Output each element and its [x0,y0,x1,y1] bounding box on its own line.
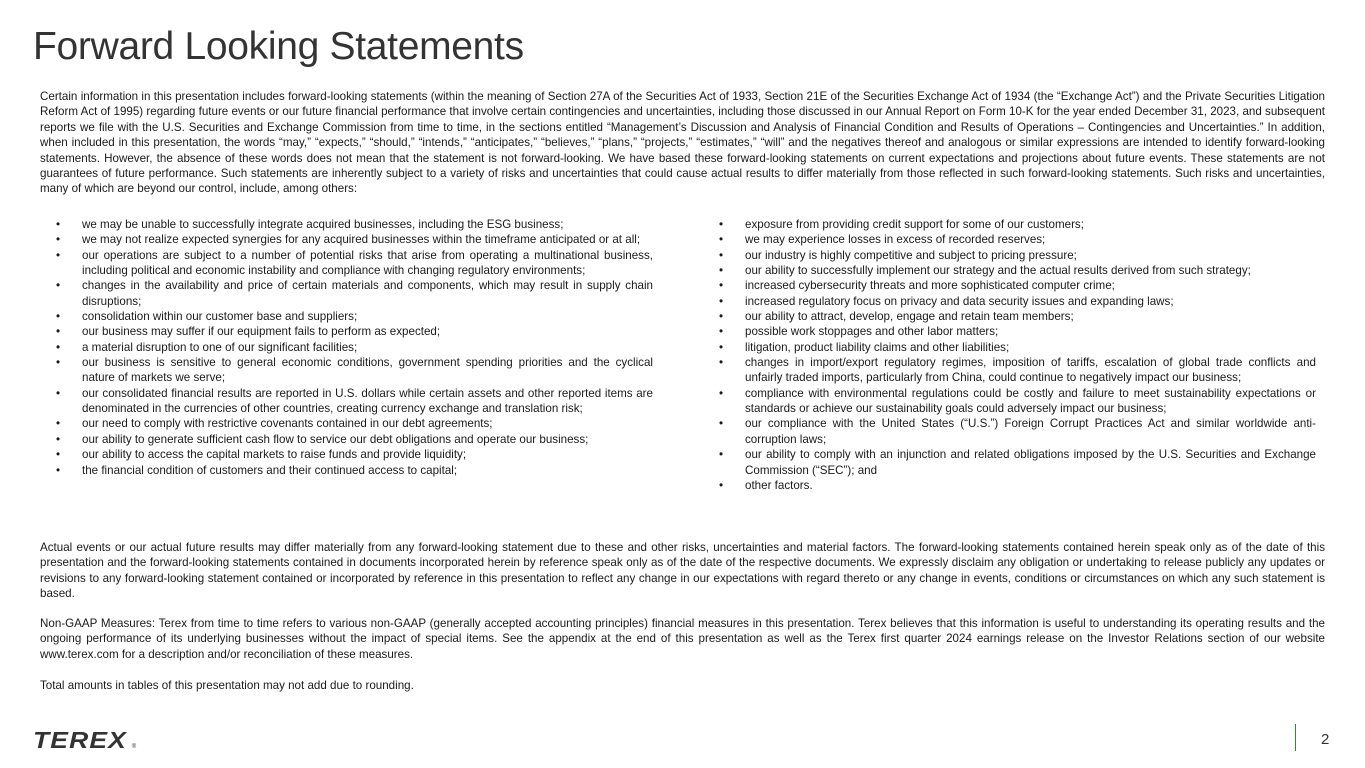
intro-paragraph: Certain information in this presentation includes forward-looking statements (within the meaning of Section 27A of the Securities Act of 1933, Section 21E of the Securities Exchange Act of 1934 (the “Exchange Act”) and the Private Securities Litigation Reform Act of 1995) regarding future events or our future financial performance that involve certain contingencies and uncertainties, including those discussed in our Annual Report on Form 10-K for the year ended December 31, 2023, and subsequent reports we file with the U.S. Securities and Exchange Commission from time to time, in the sections entitled “Management’s Discussion and Analysis of Financial Condition and Results of Operations – Contingencies and Uncertainties.” In addition, when included in this presentation, the words “may,” “expects,” “should,” “intends,” “anticipates,” “believes,” “plans,” “projects,” “estimates,” “will” and the negatives thereof and analogous or similar expressions are intended to identify forward-looking statements. However, the absence of these words does not mean that the statement is not forward-looking. We have based these forward-looking statements on current expectations and projections about future events. These statements are not guarantees of future performance. Such statements are inherently subject to a variety of risks and uncertainties that could cause actual results to differ materially from those reflected in such forward-looking statements. Such risks and uncertainties, many of which are beyond our control, include, among others: [40,90,1325,196]
list-item: • increased regulatory focus on privacy and data security issues and expanding laws; [719,294,1316,309]
actual-events-paragraph: Actual events or our actual future results may differ materially from any forward-looking statement due to these and other risks, uncertainties and material factors. The forward-looking statements contained herein speak only as of the date of this presentation and the forward-looking statements contained in documents incorporated herein by reference speak only as of the date of the respective documents. We expressly disclaim any obligation or undertaking to release publicly any updates or revisions to any forward-looking statement contained or incorporated by reference in this presentation to reflect any change in our expectations with regard thereto or any change in events, conditions or circumstances on which any such statement is based. [40,541,1325,601]
page-number: 2 [1321,731,1330,748]
list-item: • changes in import/export regulatory regimes, imposition of tariffs, escalation of global trade conflicts and unfairly traded imports, particularly from China, could continue to negatively impact our business; [719,355,1316,386]
list-item: • our business is sensitive to general economic conditions, government spending priorities and the cyclical nature of markets we serve; [56,355,653,386]
list-item: • our consolidated financial results are reported in U.S. dollars while certain assets and other reported items are denominated in the currencies of other countries, creating currency exchange and translation risk; [56,386,653,417]
list-item: • our ability to successfully implement our strategy and the actual results derived from such strategy; [719,263,1316,278]
list-item: • changes in the availability and price of certain materials and components, which may result in supply chain disruptions; [56,278,653,309]
list-item: • we may be unable to successfully integrate acquired businesses, including the ESG business; [56,217,653,232]
list-item: • increased cybersecurity threats and more sophisticated computer crime; [719,278,1316,293]
list-item: • exposure from providing credit support for some of our customers; [719,217,1316,232]
rounding-note: Total amounts in tables of this presentation may not add due to rounding. [40,679,414,692]
list-item: • our operations are subject to a number of potential risks that arise from operating a multinational business, including political and economic instability and compliance with changing regulatory environments; [56,248,653,279]
list-item: • other factors. [719,478,1316,493]
terex-logo [33,727,136,751]
list-item: • our compliance with the United States (“U.S.”) Foreign Corrupt Practices Act and similar worldwide anti-corruption laws; [719,416,1316,447]
list-item: • we may not realize expected synergies for any acquired businesses within the timeframe anticipated or at all; [56,232,653,247]
footer-divider [1295,724,1296,751]
risk-list-left [56,217,653,478]
list-item: • compliance with environmental regulations could be costly and failure to meet sustainability expectations or standards or achieve our sustainability goals could adversely impact our business; [719,386,1316,417]
list-item: • our ability to comply with an injunction and related obligations imposed by the U.S. Securities and Exchange Commission (“SEC”); and [719,447,1316,478]
list-item: • litigation, product liability claims and other liabilities; [719,340,1316,355]
list-item: • our ability to generate sufficient cash flow to service our debt obligations and operate our business; [56,432,653,447]
non-gaap-paragraph: Non-GAAP Measures: Terex from time to time refers to various non-GAAP (generally accepted accounting principles) financial measures in this presentation. Terex believes that this information is useful to understanding its operating results and the ongoing performance of its underlying businesses without the impact of special items. See the appendix at the end of this presentation as well as the Terex first quarter 2024 earnings release on the Investor Relations section of our website www.terex.com for a description and/or reconciliation of these measures. [40,617,1325,661]
registered-mark-icon: ® [131,744,137,750]
list-item: • a material disruption to one of our significant facilities; [56,340,653,355]
list-item: • our business may suffer if our equipment fails to perform as expected; [56,324,653,339]
list-item: • consolidation within our customer base and suppliers; [56,309,653,324]
logo-wordmark: TEREX [33,727,127,753]
list-item: • the financial condition of customers and their continued access to capital; [56,463,653,478]
list-item: • possible work stoppages and other labor matters; [719,324,1316,339]
page-title: Forward Looking Statements [33,25,524,68]
list-item: • we may experience losses in excess of recorded reserves; [719,232,1316,247]
list-item: • our industry is highly competitive and subject to pricing pressure; [719,248,1316,263]
list-item: • our need to comply with restrictive covenants contained in our debt agreements; [56,416,653,431]
risk-list-right [719,217,1316,493]
list-item: • our ability to attract, develop, engage and retain team members; [719,309,1316,324]
list-item: • our ability to access the capital markets to raise funds and provide liquidity; [56,447,653,462]
